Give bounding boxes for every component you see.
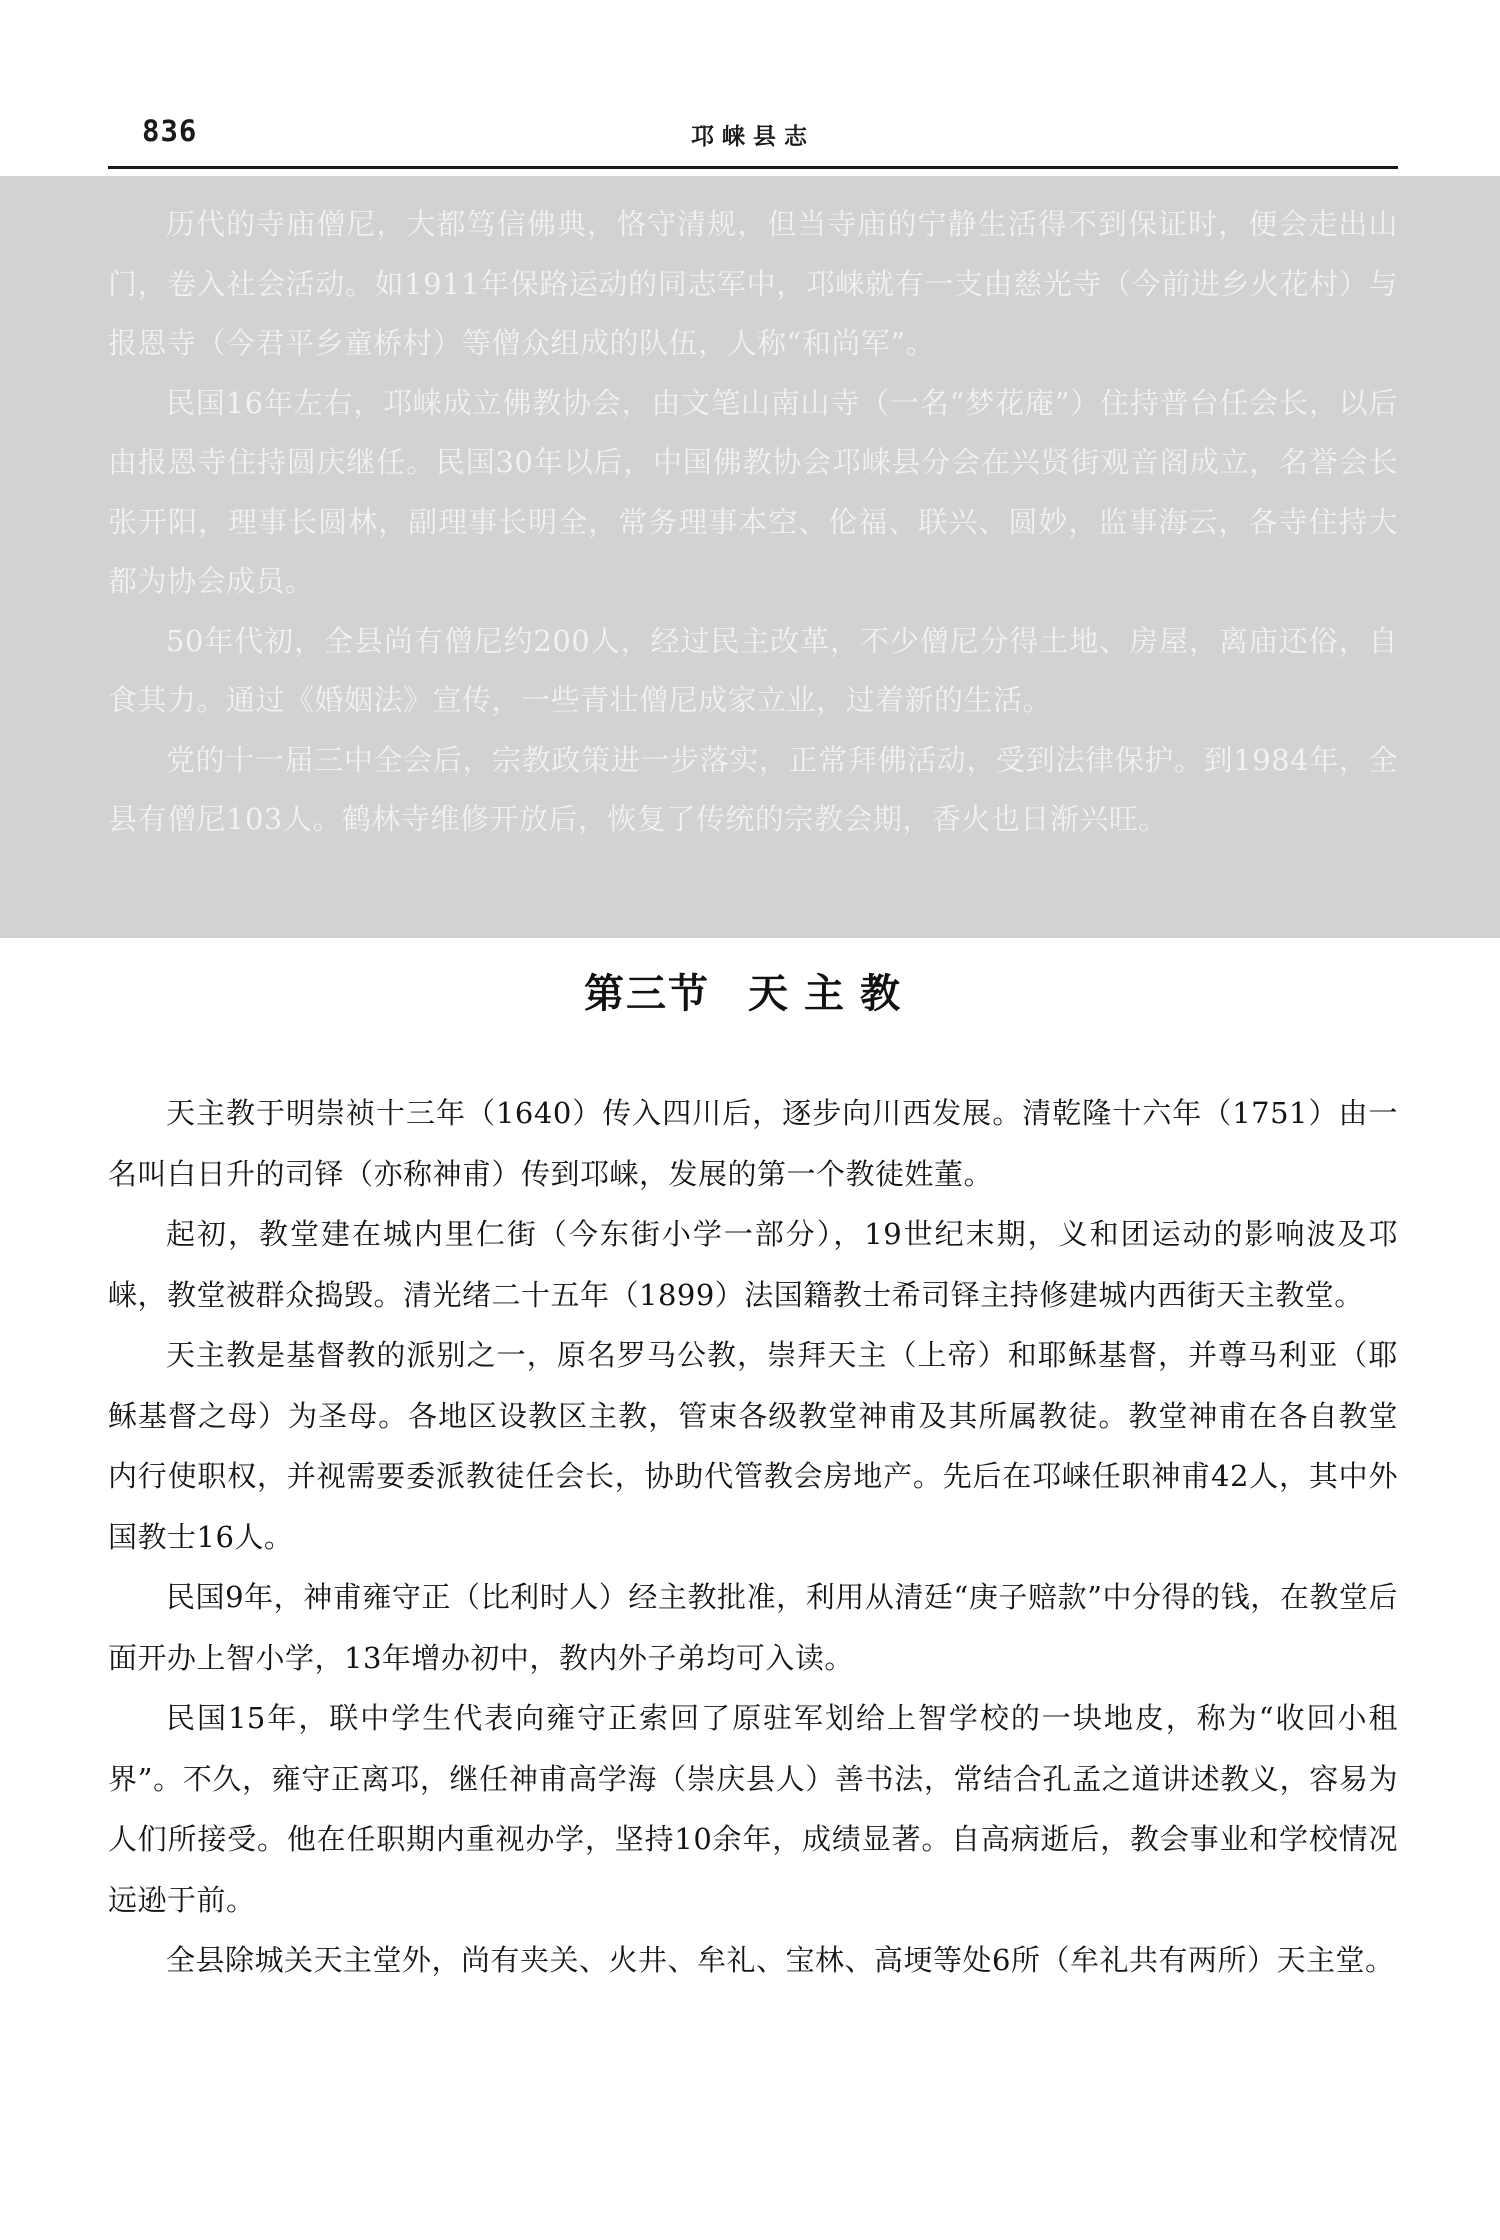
section-title: 天主教 (748, 970, 916, 1017)
faded-paragraph-4: 党的十一届三中全会后，宗教政策进一步落实，正常拜佛活动，受到法律保护。到1984年，全县有僧尼103人。鹤林寺维修开放后，恢复了传统的宗教会期，香火也日渐兴旺。 (108, 742, 1398, 836)
section-number: 第三节 (584, 970, 710, 1017)
body-paragraph-6: 全县除城关天主堂外，尚有夹关、火井、牟礼、宝林、高埂等处6所（牟礼共有两所）天主堂。 (166, 1943, 1395, 1977)
faded-paragraph-3: 50年代初，全县尚有僧尼约200人，经过民主改革，不少僧尼分得土地、房屋，离庙还俗，自食其力。通过《婚姻法》宣传，一些青壮僧尼成家立业，过着新的生活。 (108, 623, 1398, 717)
faded-paragraph-2: 民国16年左右，邛崃成立佛教协会，由文笔山南山寺（一名“梦花庵”）住持普台任会长，以后由报恩寺住持圆庆继任。民国30年以后，中国佛教协会邛崃县分会在兴贤街观音阁成立，名誉会长张开阳，理事长圆林，副理事长明全，常务理事本空、伦福、联兴、圆妙，监事海云，各寺住持大都为协会成员。 (108, 385, 1398, 598)
body-paragraph-3: 天主教是基督教的派别之一，原名罗马公教，崇拜天主（上帝）和耶稣基督，并尊马利亚（耶稣基督之母）为圣母。各地区设教区主教，管束各级教堂神甫及其所属教徒。教堂神甫在各自教堂内行使职权，并视需要委派教徒任会长，协助代管教会房地产。先后在邛崃任职神甫42人，其中外国教士16人。 (108, 1338, 1398, 1554)
body-paragraph-5: 民国15年，联中学生代表向雍守正索回了原驻军划给上智学校的一块地皮，称为“收回小租界”。不久，雍守正离邛，继任神甫高学海（崇庆县人）善书法，常结合孔孟之道讲述教义，容易为人们所接受。他在任职期内重视办学，坚持10余年，成绩显著。自高病逝后，教会事业和学校情况远逊于前。 (108, 1701, 1398, 1917)
section-heading (0, 962, 1500, 1019)
faded-paragraph-1: 历代的寺庙僧尼，大都笃信佛典，恪守清规，但当寺庙的宁静生活得不到保证时，便会走出山门，卷入社会活动。如1911年保路运动的同志军中，邛崃就有一支由慈光寺（今前进乡火花村）与报恩寺（今君平乡童桥村）等僧众组成的队伍，人称“和尚军”。 (108, 207, 1398, 360)
running-title: 邛崃县志 (691, 123, 815, 150)
body-text-section (108, 1083, 1398, 1991)
body-paragraph-4: 民国9年，神甫雍守正（比利时人）经主教批准，利用从清廷“庚子赔款”中分得的钱，在教堂后面开办上智小学，13年增办初中，教内外子弟均可入读。 (108, 1580, 1398, 1675)
faded-text-section (108, 195, 1398, 850)
header-rule (108, 166, 1398, 169)
page-number: 836 (142, 114, 198, 148)
page-header (108, 108, 1398, 168)
body-paragraph-2: 起初，教堂建在城内里仁街（今东街小学一部分），19世纪末期，义和团运动的影响波及邛崃，教堂被群众捣毁。清光绪二十五年（1899）法国籍教士希司铎主持修建城内西街天主教堂。 (108, 1217, 1398, 1312)
body-paragraph-1: 天主教于明崇祯十三年（1640）传入四川后，逐步向川西发展。清乾隆十六年（1751）由一名叫白日升的司铎（亦称神甫）传到邛崃，发展的第一个教徒姓董。 (108, 1096, 1398, 1191)
